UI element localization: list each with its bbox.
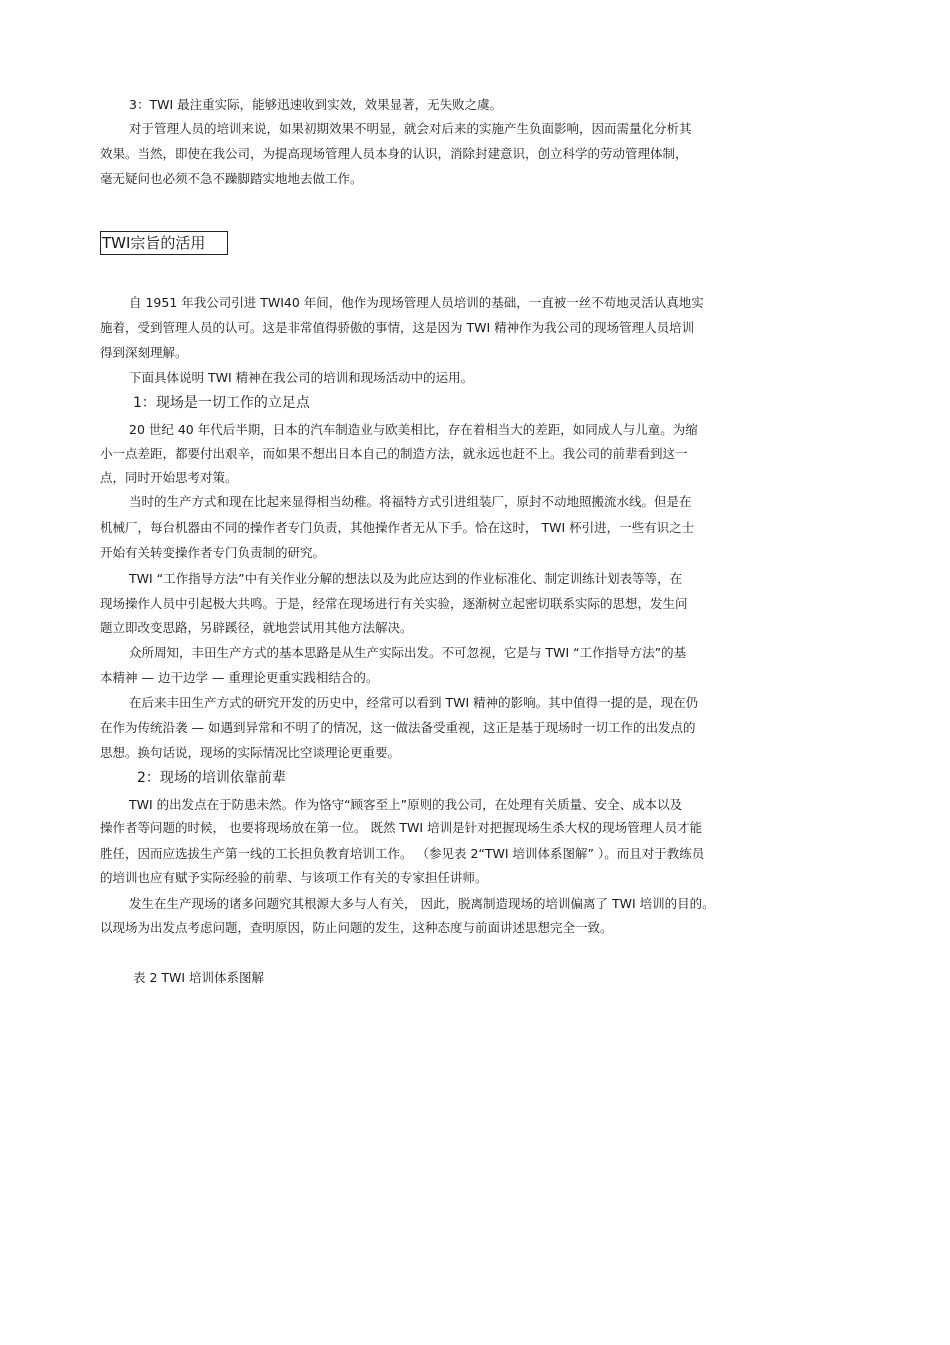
paragraph-8-line-3: 胜任，因而应选拔生产第一线的工长担负教育培训工作。 （参见表 2“TWI 培训体系图解” ）。而且对于教练员 [100,846,705,861]
paragraph-7-line-3: 思想。换句话说，现场的实际情况比空谈理论更重要。 [100,745,401,760]
paragraph-5-line-1: TWI “工作指导方法”中有关作业分解的想法以及为此应达到的作业标准化、制定训练计划表等等，在 [129,571,683,586]
paragraph-8-line-4: 的培训也应有赋予实际经验的前辈、与该项工作有关的专家担任讲师。 [100,870,488,885]
paragraph-9-line-1: 发生在生产现场的诸多问题究其根源大多与人有关， 因此，脱离制造现场的培训偏离了 TWI 培训的目的。 [129,896,715,911]
intro-line-1: 3：TWI 最注重实际，能够迅速收到实效，效果显著，无失败之虞。 [129,97,503,112]
paragraph-5-line-3: 题立即改变思路，另辟蹊径，就地尝试用其他方法解决。 [100,620,413,635]
paragraph-9-line-2: 以现场为出发点考虑问题，查明原因，防止问题的发生，这种态度与前面讲述思想完全一致。 [100,920,613,935]
paragraph-7-line-2: 在作为传统沿袭 — 如遇到异常和不明了的情况，这一做法备受重视，这正是基于现场时一切工作的出发点的 [100,720,696,735]
paragraph-1-line-2: 施着，受到管理人员的认可。这是非常值得骄傲的事情，这是因为 TWI 精神作为我公司的现场管理人员培训 [100,320,695,335]
section-heading: TWI宗旨的活用 [100,231,228,255]
subheading-1: 1：现场是一切工作的立足点 [133,395,310,411]
paragraph-2: 下面具体说明 TWI 精神在我公司的培训和现场活动中的运用。 [129,370,474,385]
paragraph-4-line-1: 当时的生产方式和现在比起来显得相当幼稚。将福特方式引进组装厂，原封不动地照搬流水线。但是在 [129,494,692,509]
table-caption: 表 2 TWI 培训体系图解 [133,970,265,985]
paragraph-4-line-2: 机械厂，每台机器由不同的操作者专门负责，其他操作者无从下手。恰在这时， TWI 杯引进，一些有识之士 [100,520,695,535]
subheading-2: 2：现场的培训依靠前辈 [137,770,286,786]
intro-line-3: 效果。当然，即使在我公司，为提高现场管理人员本身的认识，消除封建意识，创立科学的劳动管理体制， [100,146,688,161]
intro-line-4: 毫无疑问也必须不急不躁脚踏实地地去做工作。 [100,171,363,186]
paragraph-3-line-3: 点，同时开始思考对策。 [100,470,238,485]
paragraph-3-line-1: 20 世纪 40 年代后半期，日本的汽车制造业与欧美相比，存在着相当大的差距，如同成人与儿童。为缩 [129,422,698,437]
paragraph-5-line-2: 现场操作人员中引起极大共鸣。于是，经常在现场进行有关实验，逐渐树立起密切联系实际的思想，发生问 [100,596,688,611]
paragraph-1-line-1: 自 1951 年我公司引进 TWI40 年间，他作为现场管理人员培训的基础，一直被一丝不苟地灵活认真地实 [129,295,704,310]
paragraph-6-line-1: 众所周知，丰田生产方式的基本思路是从生产实际出发。不可忽视，它是与 TWI “工作指导方法”的基 [129,645,687,660]
paragraph-3-line-2: 小一点差距，都要付出艰辛，而如果不想出日本自己的制造方法，就永远也赶不上。我公司的前辈看到这一 [100,446,688,461]
paragraph-7-line-1: 在后来丰田生产方式的研究开发的历史中，经常可以看到 TWI 精神的影响。其中值得一提的是，现在仍 [129,695,699,710]
paragraph-1-line-3: 得到深刻理解。 [100,345,188,360]
paragraph-6-line-2: 本精神 — 边干边学 — 重理论更重实践相结合的。 [100,670,379,685]
paragraph-8-line-1: TWI 的出发点在于防患未然。作为恪守“顾客至上”原则的我公司，在处理有关质量、安全、成本以及 [129,797,683,812]
paragraph-4-line-3: 开始有关转变操作者专门负责制的研究。 [100,545,326,560]
paragraph-8-line-2: 操作者等问题的时候， 也要将现场放在第一位。 既然 TWI 培训是针对把握现场生杀大权的现场管理人员才能 [100,820,703,835]
intro-line-2: 对于管理人员的培训来说，如果初期效果不明显，就会对后来的实施产生负面影响，因而需量化分析其 [129,121,692,136]
